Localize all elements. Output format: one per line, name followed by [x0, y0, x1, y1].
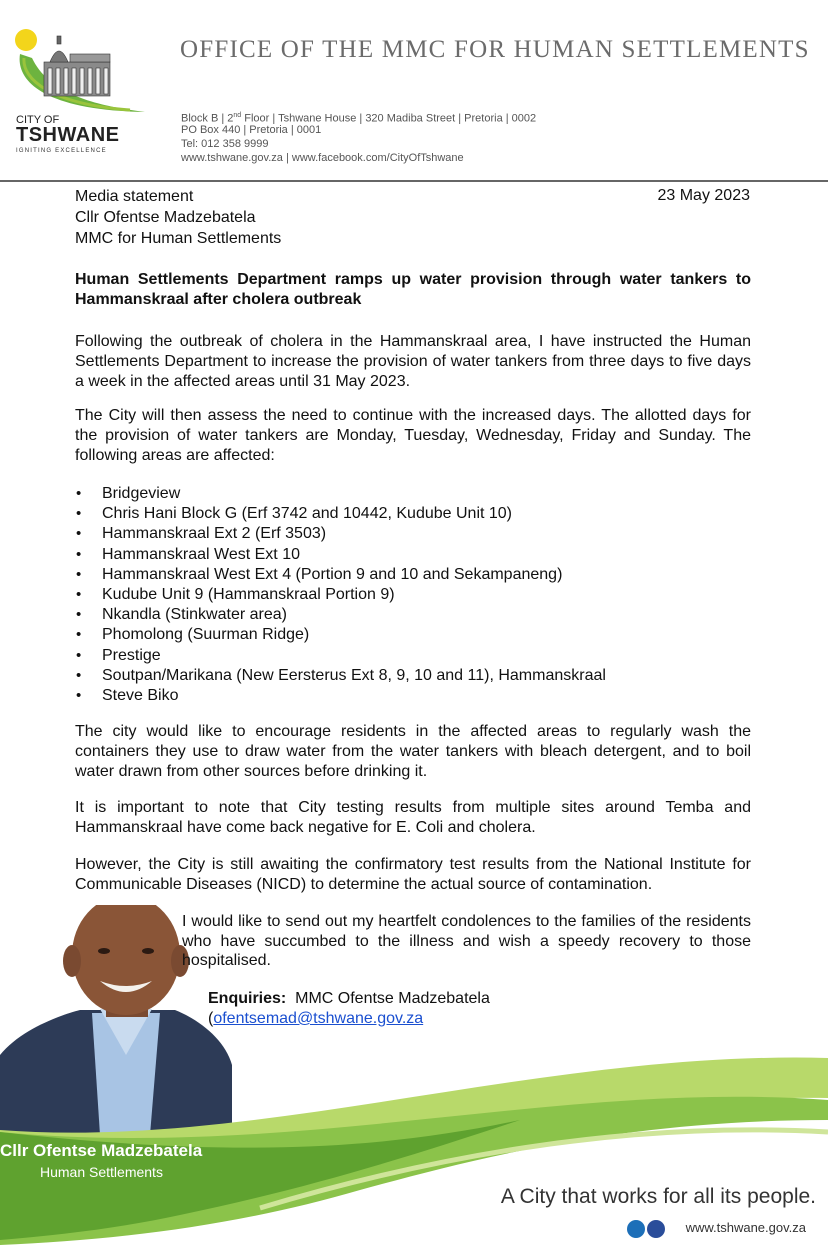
list-item: • Chris Hani Block G (Erf 3742 and 10442, Kudube Unit 10) — [75, 504, 751, 524]
address-phone: Tel: 012 358 9999 — [181, 138, 269, 150]
logo-city-of: CITY OF — [16, 114, 60, 126]
paragraph-4: It is important to note that City testing results from multiple sites around Temba and Hammanskraal have come back negative for E. Coli and cholera. — [75, 799, 751, 836]
paragraph-6: I would like to send out my heartfelt condolences to the families of the residents who have succumbed to the illness and wish a speedy recovery to those hospitalised. — [182, 913, 751, 969]
logo-tshwane: TSHWANE — [16, 124, 120, 146]
enquiries-email-line: (ofentsemad@tshwane.gov.za — [208, 1010, 424, 1027]
enquiries-label: Enquiries: — [208, 990, 287, 1007]
logo-sun — [15, 29, 37, 51]
list-item: • Bridgeview — [75, 484, 751, 504]
enquiries-block — [208, 989, 490, 1029]
address-line-1: Block B | 2nd Floor | Tshwane House | 320 Madiba Street | Pretoria | 0002 — [181, 112, 537, 125]
city-slogan: A City that works for all its people. — [500, 1185, 816, 1208]
city-of-tshwane-logo — [10, 24, 150, 116]
paragraph-5: However, the City is still awaiting the confirmatory test results from the National Institute for Communicable Diseases (NICD) to determine the actual source of contamination. — [75, 856, 751, 893]
paragraph-1: Following the outbreak of cholera in the Hammanskraal area, I have instructed the Human Settlements Department to increase the provision of water tankers from three days to five days a week in the affected areas until 31 May 2023. — [75, 333, 751, 390]
list-item: • Kudube Unit 9 (Hammanskraal Portion 9) — [75, 585, 751, 605]
footer-portfolio: Human Settlements — [40, 1164, 163, 1180]
logo-tagline: IGNITING EXCELLENCE — [16, 148, 107, 154]
statement-date: 23 May 2023 — [657, 187, 750, 204]
paragraph-3: The city would like to encourage residents in the affected areas to regularly wash the containers they use to draw water from the water tankers with bleach detergent, and to boil water drawn from other sources before drinking it. — [75, 723, 751, 780]
statement-author-role: MMC for Human Settlements — [75, 230, 282, 247]
office-title: OFFICE OF THE MMC FOR HUMAN SETTLEMENTS — [180, 36, 810, 63]
list-item: • Prestige — [75, 646, 751, 666]
footer-website[interactable]: www.tshwane.gov.za — [685, 1220, 806, 1235]
logo-building — [44, 36, 110, 96]
headline: Human Settlements Department ramps up water provision through water tankers to Hammanskraal after cholera outbreak — [75, 271, 751, 308]
affected-areas-list — [75, 484, 751, 706]
enquiries-email-link[interactable]: ofentsemad@tshwane.gov.za — [213, 1010, 424, 1027]
facebook-icon[interactable] — [647, 1220, 665, 1238]
list-item: • Soutpan/Marikana (New Eersterus Ext 8, 9, 10 and 11), Hammanskraal — [75, 666, 751, 686]
list-item: • Nkandla (Stinkwater area) — [75, 605, 751, 625]
header-divider — [0, 180, 828, 182]
list-item: • Hammanskraal Ext 2 (Erf 3503) — [75, 524, 751, 544]
address-web[interactable]: www.tshwane.gov.za | www.facebook.com/CityOfTshwane — [181, 152, 464, 164]
list-item: • Steve Biko — [75, 686, 751, 706]
enquiries-line — [208, 989, 490, 1009]
paragraph-2: The City will then assess the need to continue with the increased days. The allotted days for the provision of water tankers are Monday, Tuesday, Wednesday, Friday and Sunday. The following areas are affected: — [75, 407, 751, 464]
list-item: • Phomolong (Suurman Ridge) — [75, 625, 751, 645]
twitter-icon[interactable] — [627, 1220, 645, 1238]
statement-author: Cllr Ofentse Madzebatela — [75, 209, 256, 226]
footer-councillor-name: Cllr Ofentse Madzebatela — [0, 1141, 203, 1160]
list-item: • Hammanskraal West Ext 4 (Portion 9 and 10 and Sekampaneng) — [75, 565, 751, 585]
list-item: • Hammanskraal West Ext 10 — [75, 545, 751, 565]
statement-type: Media statement — [75, 188, 194, 205]
address-line-2: PO Box 440 | Pretoria | 0001 — [181, 124, 322, 136]
enquiries-contact: MMC Ofentse Madzebatela — [295, 990, 490, 1007]
